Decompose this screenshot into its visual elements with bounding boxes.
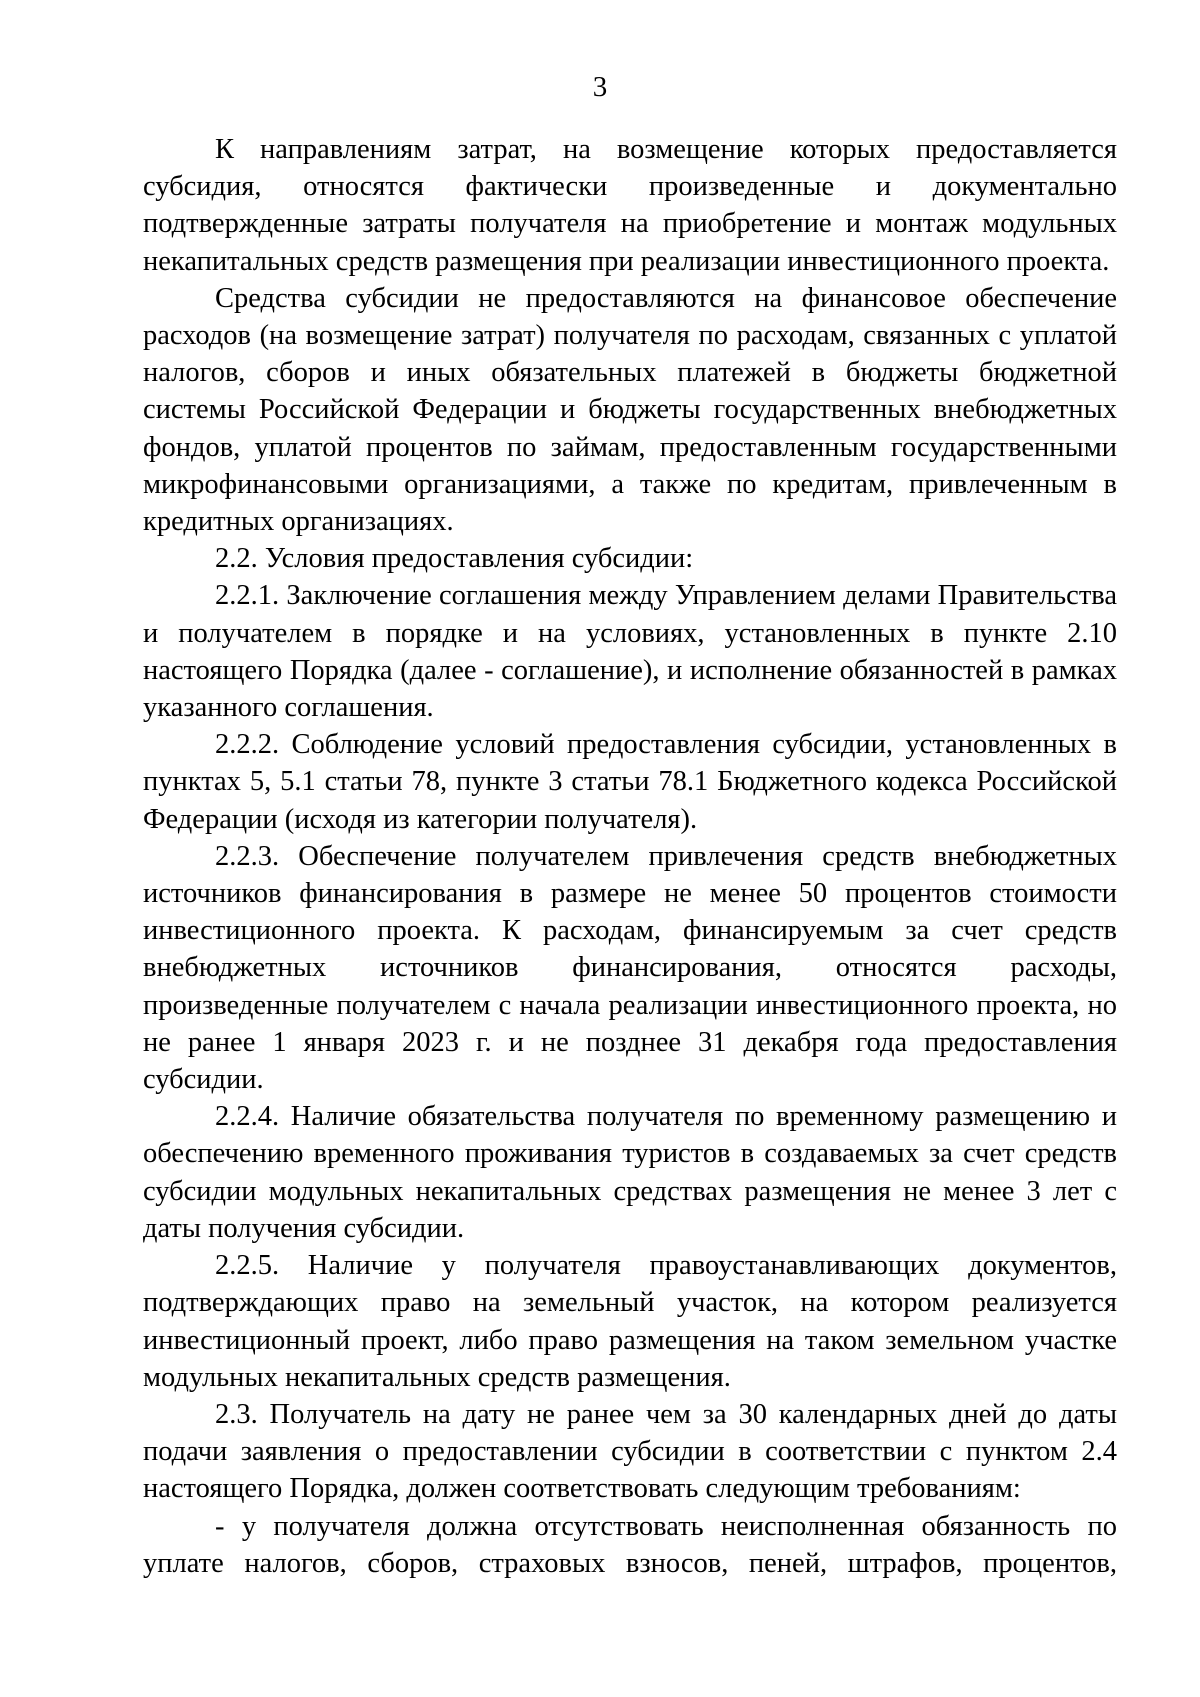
paragraph-2-2-5: 2.2.5. Наличие у получателя правоустанавливающих документов, подтверждающих право на земельный участок, на котором реализуется инвестиционный проект, либо право размещения на таком земельном участке модульных некапитальных средств размещения. (143, 1250, 1117, 1393)
paragraph-expense-directions: К направлениям затрат, на возмещение которых предоставляется субсидия, относятся фактически произведенные и документально подтвержденные затраты получателя на приобретение и монтаж модульных некапитальных средств размещения при реализации инвестиционного проекта. (143, 134, 1117, 277)
paragraph-subsidy-exclusions: Средства субсидии не предоставляются на финансовое обеспечение расходов (на возмещение затрат) получателя по расходам, связанных с уплатой налогов, сборов и иных обязательных платежей в бюджеты бюджетной системы Российской Федерации и бюджеты государственных внебюджетных фондов, уплатой процентов по займам, предоставленным государственными микрофинансовыми организациями, а также по кредитам, привлеченным в кредитных организациях. (143, 282, 1117, 538)
document-body (143, 131, 1117, 1582)
paragraph-2-2-3: 2.2.3. Обеспечение получателем привлечения средств внебюджетных источников финансирования в размере не менее 50 процентов стоимости инвестиционного проекта. К расходам, финансируемым за счет средств внебюджетных источников финансирования, относятся расходы, произведенные получателем с начала реализации инвестиционного проекта, но не ранее 1 января 2023 г. и не позднее 31 декабря года предоставления субсидии. (143, 840, 1117, 1096)
page-number: 3 (592, 71, 608, 103)
paragraph-2-2-2: 2.2.2. Соблюдение условий предоставления субсидии, установленных в пунктах 5, 5.1 статьи 78, пункте 3 статьи 78.1 Бюджетного кодекса Российской Федерации (исходя из категории получателя). (143, 729, 1117, 835)
paragraph-2-2-heading: 2.2. Условия предоставления субсидии: (215, 543, 694, 575)
paragraph-2-2-1: 2.2.1. Заключение соглашения между Управлением делами Правительства и получателем в порядке и на условиях, установленных в пункте 2.10 настоящего Порядка (далее - соглашение), и исполнение обязанностей в рамках указанного соглашения. (143, 580, 1117, 724)
paragraph-requirement-item: - у получателя должна отсутствовать неисполненная обязанность по уплате налогов, сборов, страховых взносов, пеней, штрафов, процентов, (143, 1510, 1117, 1579)
paragraph-2-2-4: 2.2.4. Наличие обязательства получателя по временному размещению и обеспечению временного проживания туристов в создаваемых за счет средств субсидии модульных некапитальных средствах размещения не менее 3 лет с даты получения субсидии. (143, 1101, 1117, 1244)
paragraph-2-3: 2.3. Получатель на дату не ранее чем за 30 календарных дней до даты подачи заявления о предоставлении субсидии в соответствии с пунктом 2.4 настоящего Порядка, должен соответствовать следующим требованиям: (143, 1398, 1117, 1505)
